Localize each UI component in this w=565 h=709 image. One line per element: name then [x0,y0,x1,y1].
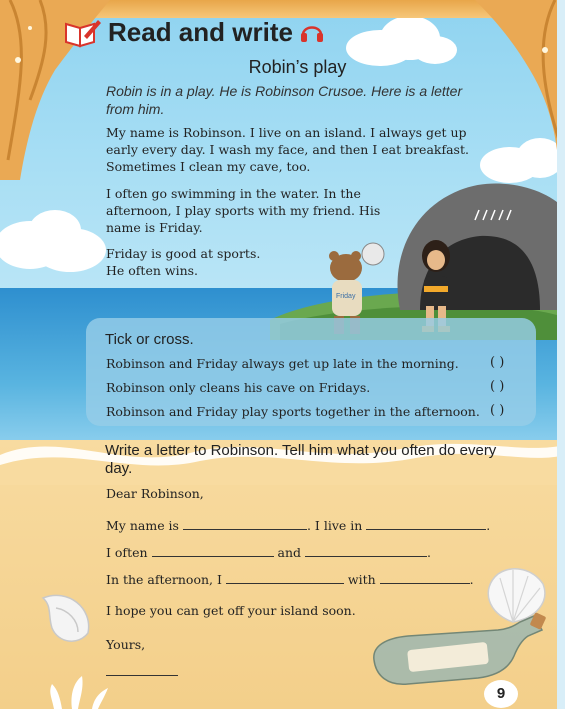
tick-statement: Robinson and Friday always get up late in the morning. [106,356,459,371]
page-number: 9 [484,680,518,708]
letter-line-name [106,518,490,533]
letter-text: In the afternoon, I [106,572,222,587]
story-paragraph: Friday is good at sports. He often wins. [106,246,261,278]
blank-afternoon-activity[interactable] [226,572,344,584]
headphones-icon[interactable] [299,19,325,45]
tick-statement: Robinson only cleans his cave on Fridays. [106,380,371,395]
letter-text: . [427,545,431,560]
coral-decoration [44,668,114,709]
letter-text: and [277,545,302,560]
blank-activity-1[interactable] [152,545,274,557]
letter-text: . I live in [306,518,363,533]
letter-text: . [469,572,474,587]
letter-text: I often [106,545,148,560]
story-paragraph: I often go swimming in the water. In the afternoon, I play sports with my friend. His name is Friday. [106,186,381,235]
blank-place[interactable] [366,518,486,530]
letter-text: My name is [106,518,179,533]
story-title: Robin’s play [248,57,347,77]
letter-line-often [106,545,431,560]
blank-companion[interactable] [380,572,470,584]
message-bottle-illustration [368,612,548,692]
letter-text: . [486,518,491,533]
answer-brackets[interactable]: ( ) [490,403,505,418]
tick-instruction: Tick or cross. [105,331,194,348]
section-header [62,16,325,48]
letter-greeting: Dear Robinson, [106,486,204,501]
story-paragraph: My name is Robinson. I live on an island. I always get up early every day. I wash my face, and then I eat breakfast. Sometimes I clean my cave, too. [106,125,469,174]
shirt-label: Friday [336,293,356,300]
conch-shell-decoration [38,588,98,648]
signature-line[interactable] [106,664,178,679]
writing-instruction: Write a letter to Robinson. Tell him what you often do every day. [105,442,497,477]
letter-signoff: Yours, [106,637,146,652]
blank-name[interactable] [183,518,307,530]
answer-brackets[interactable]: ( ) [490,355,505,370]
letter-line-afternoon [106,572,474,587]
section-title: Read and write [108,16,293,47]
letter-closing: I hope you can get off your island soon. [106,603,356,618]
letter-text: with [347,572,376,587]
book-pencil-icon [62,16,102,48]
answer-brackets[interactable]: ( ) [490,379,505,394]
blank-activity-2[interactable] [305,545,427,557]
cloud [0,200,120,280]
tick-statement: Robinson and Friday play sports together in the afternoon. [106,404,480,419]
intro-text: Robin is in a play. He is Robinson Crusoe. Here is a letter from him. [106,83,463,117]
page-edge [557,0,565,709]
